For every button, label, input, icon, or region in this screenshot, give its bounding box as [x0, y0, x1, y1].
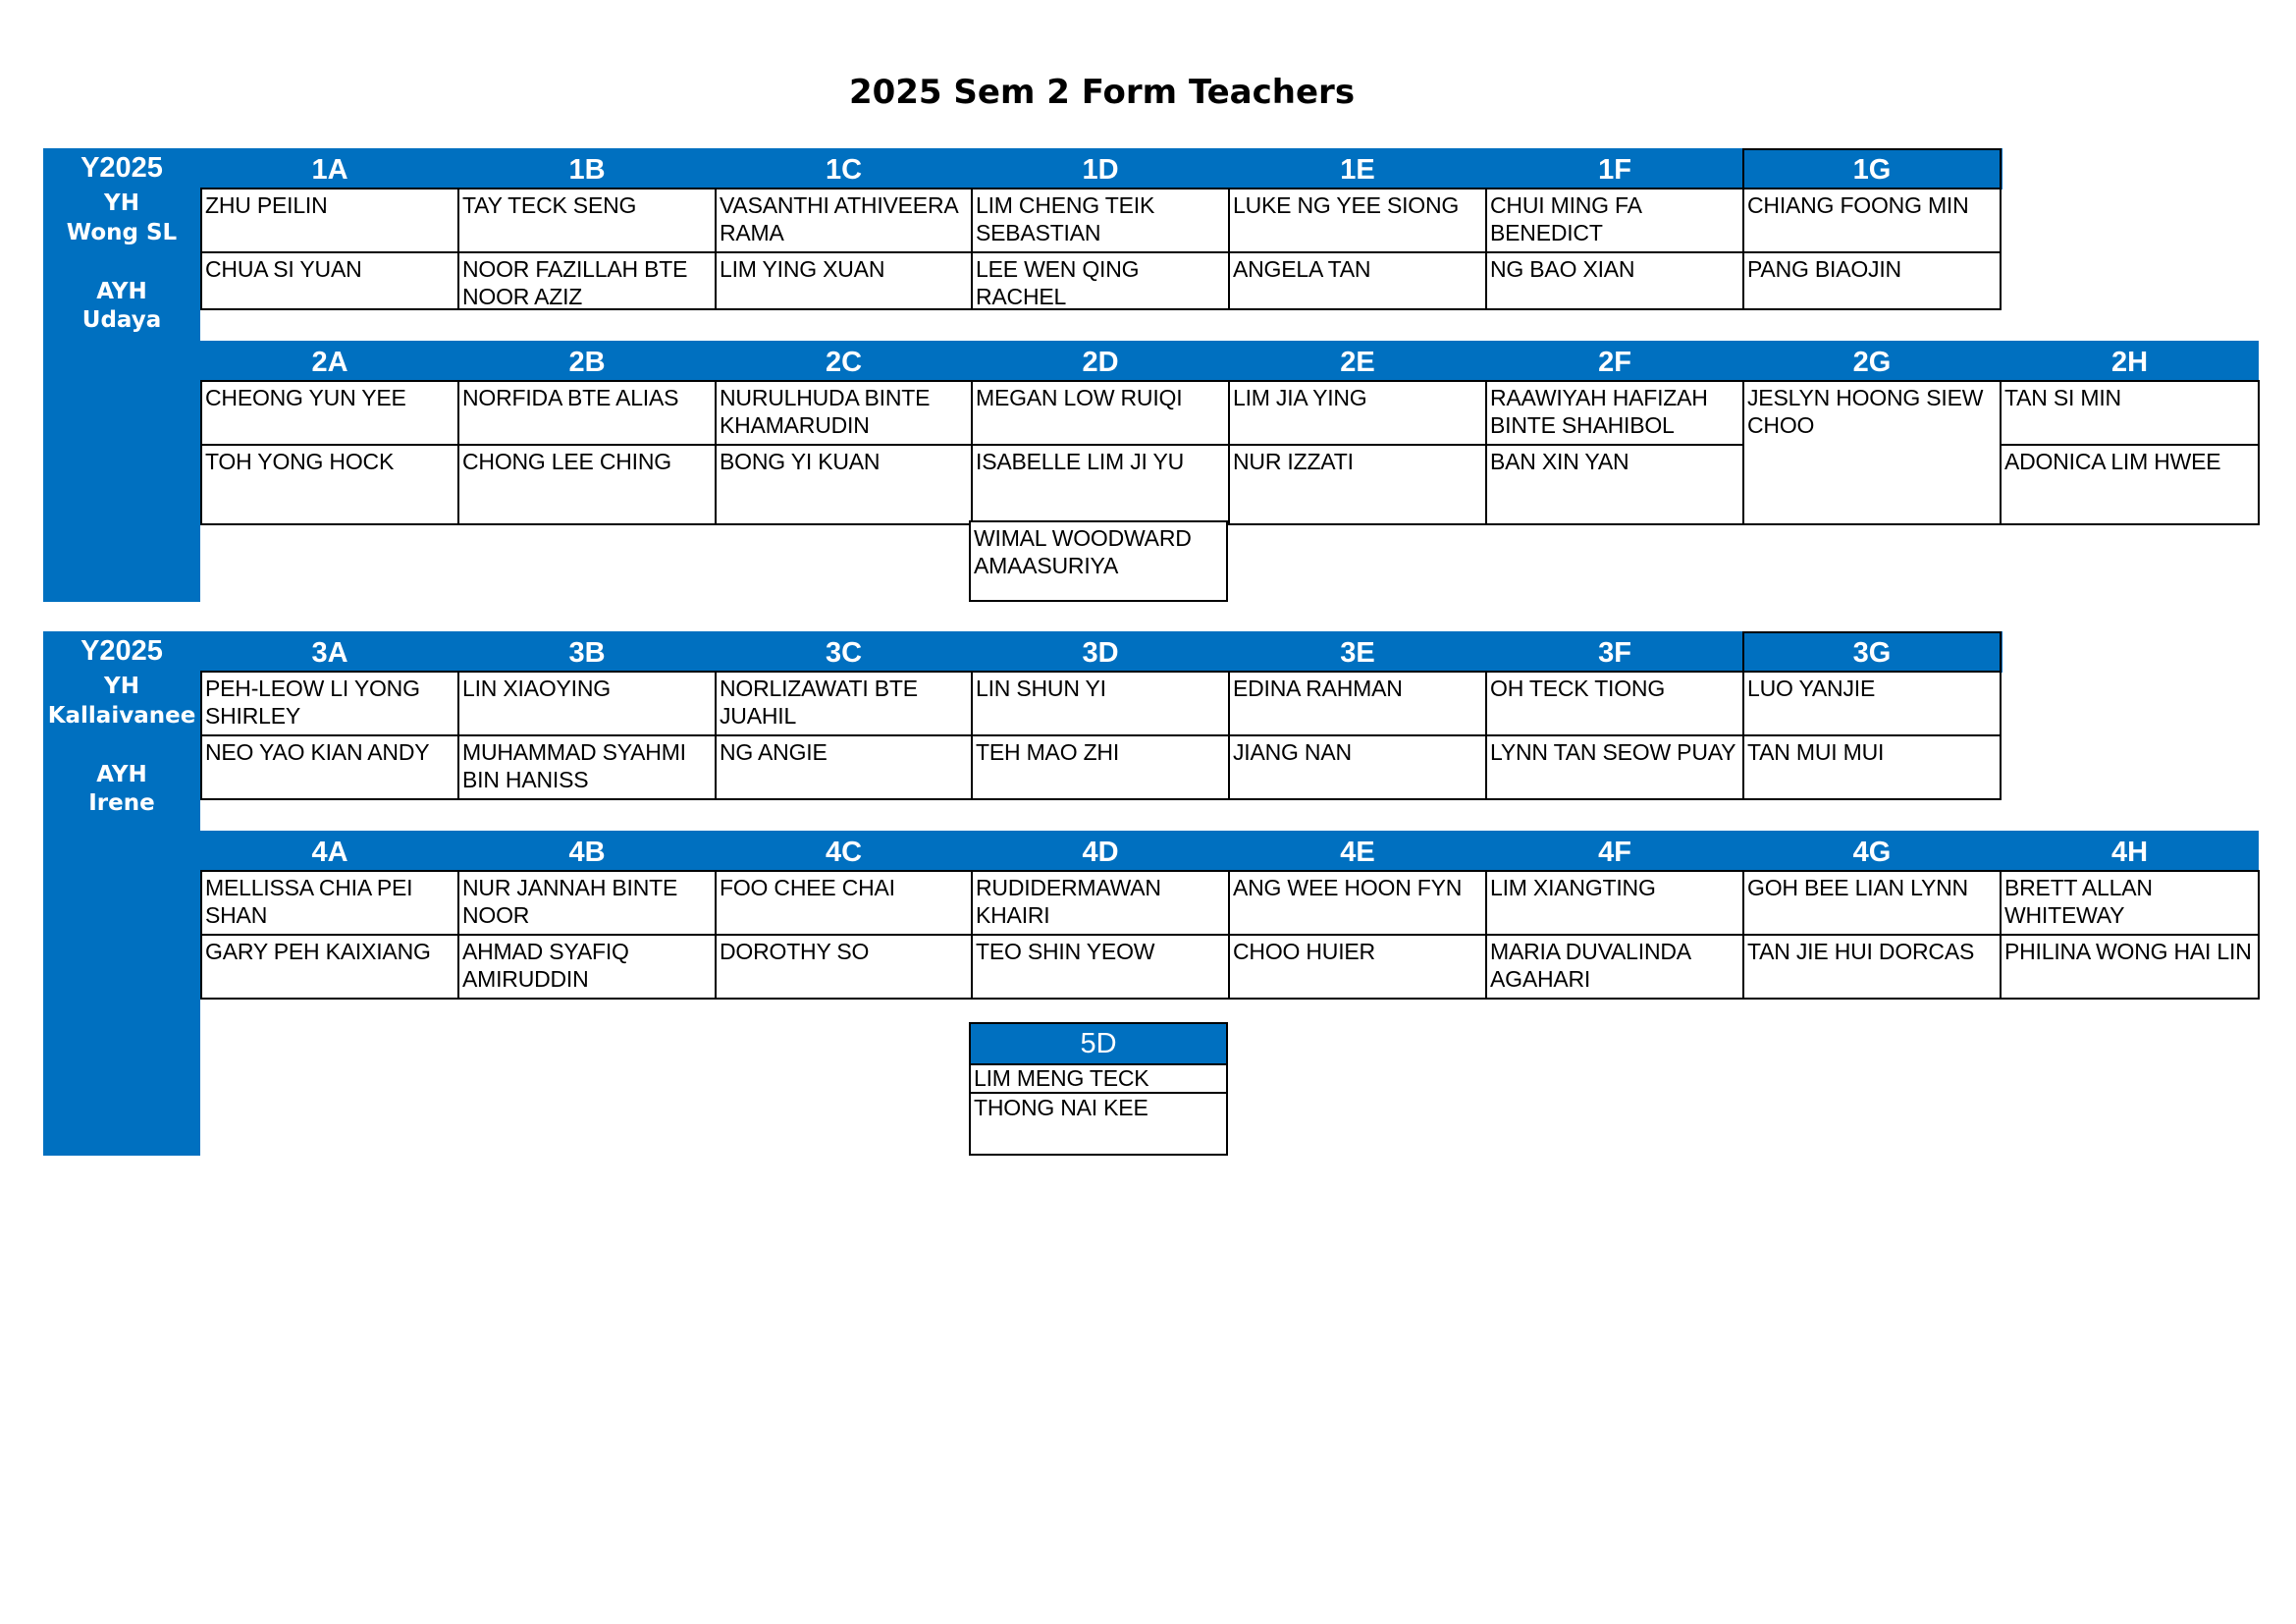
class-header: 4C: [825, 837, 863, 868]
class-header: 2E: [1340, 347, 1375, 378]
class-header: 2C: [825, 347, 863, 378]
teacher-cell: CHONG LEE CHING: [457, 444, 717, 525]
teacher-cell: NUR JANNAH BINTE NOOR: [457, 870, 717, 936]
teacher-cell: CHUI MING FA BENEDICT: [1485, 188, 1744, 253]
teacher-cell: LIN SHUN YI: [971, 671, 1230, 736]
class-header: 4D: [1082, 837, 1119, 868]
ayh-label: AYH: [96, 762, 147, 787]
class-header: 1D: [1082, 154, 1119, 186]
class-header: 3A: [311, 637, 348, 669]
teacher-cell: LUKE NG YEE SIONG: [1228, 188, 1487, 253]
class-header: 4B: [568, 837, 606, 868]
class-header: 3D: [1082, 637, 1119, 669]
class-header: 4E: [1340, 837, 1375, 868]
teacher-cell: CHUA SI YUAN: [200, 251, 459, 310]
teacher-cell: LIM MENG TECK: [969, 1063, 1228, 1094]
teacher-cell: NEO YAO KIAN ANDY: [200, 734, 459, 800]
teacher-cell: LIM YING XUAN: [715, 251, 973, 310]
teacher-cell: CHIANG FOONG MIN: [1742, 188, 2002, 253]
teacher-cell: NURULHUDA BINTE KHAMARUDIN: [715, 380, 973, 446]
class-header: 2B: [568, 347, 606, 378]
class-header: 4F: [1598, 837, 1631, 868]
teacher-cell: EDINA RAHMAN: [1228, 671, 1487, 736]
teacher-cell: MARIA DUVALINDA AGAHARI: [1485, 934, 1744, 1000]
yh-name: Kallaivanee: [47, 703, 196, 729]
teacher-cell: GARY PEH KAIXIANG: [200, 934, 459, 1000]
teacher-cell: LYNN TAN SEOW PUAY: [1485, 734, 1744, 800]
teacher-cell: TOH YONG HOCK: [200, 444, 459, 525]
teacher-cell: NG ANGIE: [715, 734, 973, 800]
teacher-cell: VASANTHI ATHIVEERA RAMA: [715, 188, 973, 253]
teacher-cell: LIM XIANGTING: [1485, 870, 1744, 936]
class-header: 2F: [1598, 347, 1631, 378]
teacher-cell: PHILINA WONG HAI LIN: [2000, 934, 2260, 1000]
class-header: 1A: [311, 154, 348, 186]
class-header: 2H: [2110, 347, 2149, 378]
class-header: 4A: [311, 837, 348, 868]
teacher-cell: GOH BEE LIAN LYNN: [1742, 870, 2002, 936]
teacher-cell: OH TECK TIONG: [1485, 671, 1744, 736]
class-header: 1B: [568, 154, 606, 186]
teacher-cell: ANG WEE HOON FYN: [1228, 870, 1487, 936]
teacher-cell: AHMAD SYAFIQ AMIRUDDIN: [457, 934, 717, 1000]
yh-label: YH: [104, 190, 139, 216]
teacher-cell: FOO CHEE CHAI: [715, 870, 973, 936]
teacher-cell: TAN MUI MUI: [1742, 734, 2002, 800]
teacher-cell: THONG NAI KEE: [969, 1092, 1228, 1156]
page-title: 2025 Sem 2 Form Teachers: [848, 73, 1356, 112]
teacher-cell: CHEONG YUN YEE: [200, 380, 459, 446]
teacher-cell: LIM CHENG TEIK SEBASTIAN: [971, 188, 1230, 253]
year-label: Y2025: [80, 152, 163, 184]
ayh-label: AYH: [96, 279, 147, 304]
class-header: 3G: [1742, 631, 2002, 675]
ayh-name: Udaya: [81, 307, 162, 333]
teacher-cell: ISABELLE LIM JI YU: [971, 444, 1230, 525]
teacher-cell: RUDIDERMAWAN KHAIRI: [971, 870, 1230, 936]
class-header: 3F: [1598, 637, 1631, 669]
teacher-cell: LIN XIAOYING: [457, 671, 717, 736]
teacher-cell: CHOO HUIER: [1228, 934, 1487, 1000]
class-header-5d: 5D: [969, 1022, 1228, 1065]
teacher-cell: LIM JIA YING: [1228, 380, 1487, 446]
teacher-cell: TEH MAO ZHI: [971, 734, 1230, 800]
yh-name: Wong SL: [66, 220, 178, 245]
teacher-cell: TEO SHIN YEOW: [971, 934, 1230, 1000]
teacher-cell: LEE WEN QING RACHEL: [971, 251, 1230, 310]
teacher-cell: PEH-LEOW LI YONG SHIRLEY: [200, 671, 459, 736]
teacher-cell: NOOR FAZILLAH BTE NOOR AZIZ: [457, 251, 717, 310]
teacher-cell: MUHAMMAD SYAHMI BIN HANISS: [457, 734, 717, 800]
teacher-cell: ANGELA TAN: [1228, 251, 1487, 310]
year-label: Y2025: [80, 635, 163, 667]
teacher-cell: JIANG NAN: [1228, 734, 1487, 800]
teacher-cell: BAN XIN YAN: [1485, 444, 1744, 525]
teacher-cell: ZHU PEILIN: [200, 188, 459, 253]
class-header: 3B: [568, 637, 606, 669]
teacher-cell: DOROTHY SO: [715, 934, 973, 1000]
class-header: 1C: [825, 154, 863, 186]
class-header: 3C: [825, 637, 863, 669]
class-header: 2D: [1082, 347, 1119, 378]
teacher-cell: JESLYN HOONG SIEW CHOO: [1742, 380, 2002, 525]
class-header: 1F: [1598, 154, 1631, 186]
teacher-cell: NORFIDA BTE ALIAS: [457, 380, 717, 446]
teacher-cell: NORLIZAWATI BTE JUAHIL: [715, 671, 973, 736]
teacher-cell: NG BAO XIAN: [1485, 251, 1744, 310]
teacher-cell: MEGAN LOW RUIQI: [971, 380, 1230, 446]
teacher-cell: PANG BIAOJIN: [1742, 251, 2002, 310]
ayh-name: Irene: [88, 790, 155, 816]
class-header: 2G: [1852, 347, 1892, 378]
class-header: 3E: [1340, 637, 1375, 669]
teacher-cell: RAAWIYAH HAFIZAH BINTE SHAHIBOL: [1485, 380, 1744, 446]
teacher-cell: TAY TECK SENG: [457, 188, 717, 253]
lower-sec-sidebar: [43, 148, 200, 602]
teacher-cell: MELLISSA CHIA PEI SHAN: [200, 870, 459, 936]
yh-label: YH: [104, 674, 139, 699]
teacher-cell: ADONICA LIM HWEE: [2000, 444, 2260, 525]
teacher-cell: BRETT ALLAN WHITEWAY: [2000, 870, 2260, 936]
class-header: 4G: [1852, 837, 1892, 868]
class-header: 2A: [311, 347, 348, 378]
class-header: 4H: [2110, 837, 2149, 868]
teacher-cell: NUR IZZATI: [1228, 444, 1487, 525]
teacher-cell: WIMAL WOODWARD AMAASURIYA: [969, 520, 1228, 602]
class-header: 1E: [1340, 154, 1375, 186]
upper-sec-sidebar: [43, 631, 200, 1156]
teacher-cell: TAN SI MIN: [2000, 380, 2260, 446]
teacher-cell: LUO YANJIE: [1742, 671, 2002, 736]
teacher-cell: BONG YI KUAN: [715, 444, 973, 525]
class-header: 1G: [1742, 148, 2002, 191]
teacher-cell: TAN JIE HUI DORCAS: [1742, 934, 2002, 1000]
